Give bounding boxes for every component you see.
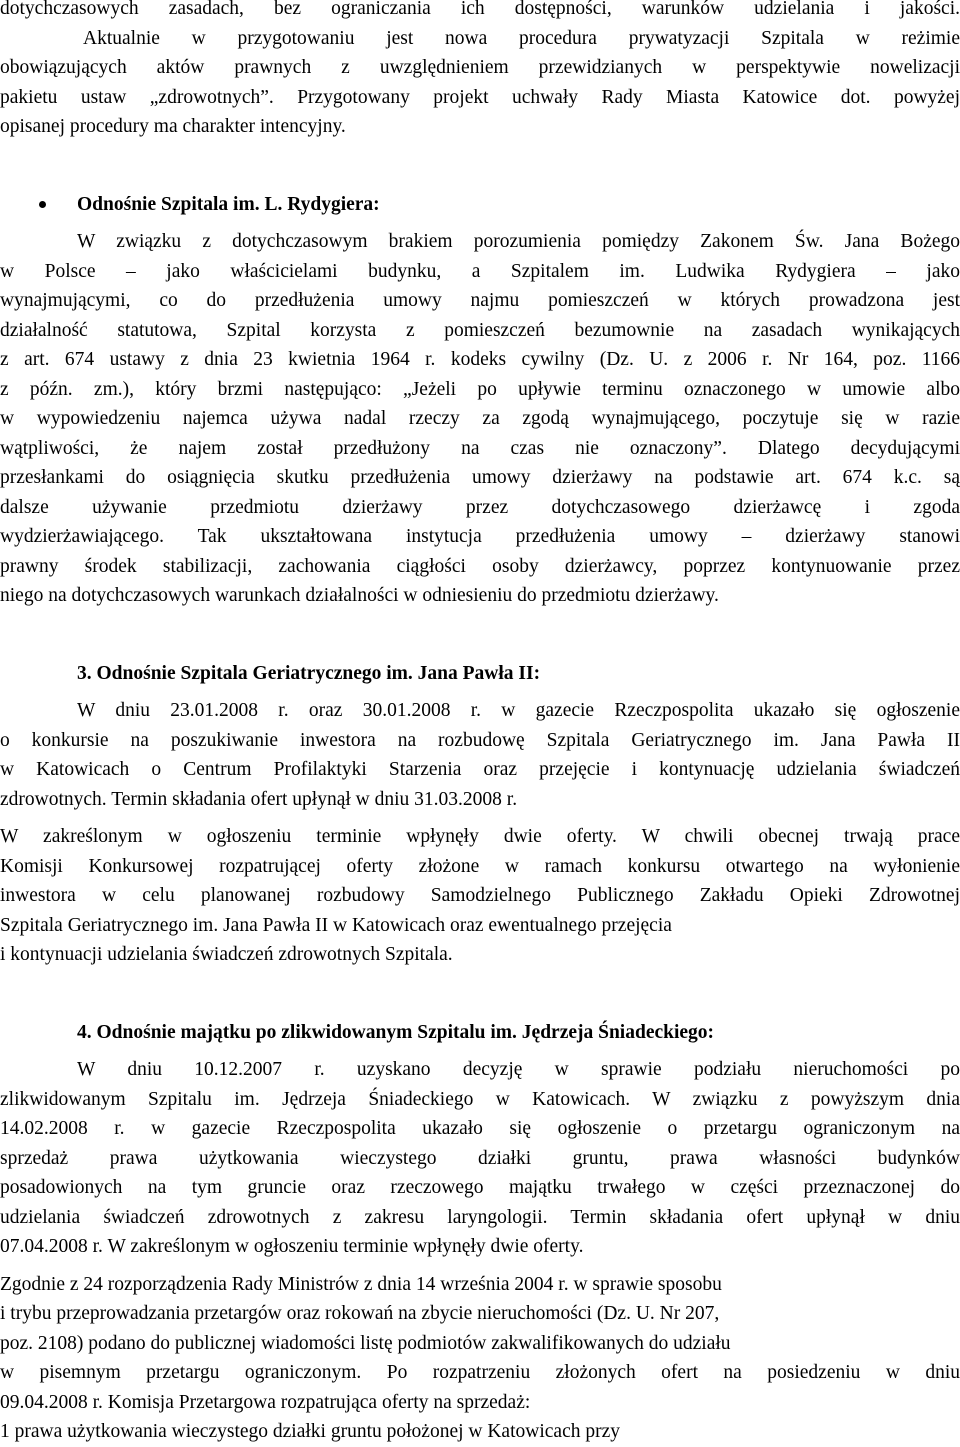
- geriatric-heading: 3. Odnośnie Szpitala Geriatrycznego im. Jana Pawła II:: [77, 662, 541, 684]
- intro-line-4: pakietu ustaw „zdrowotnych”. Przygotowany projekt uchwały Rady Miasta Katowice dot. powyżej: [0, 86, 960, 108]
- text-line: Zgodnie z 24 rozporządzenia Rady Ministrów z dnia 14 września 2004 r. w sprawie sposobu: [0, 1273, 722, 1295]
- text-line: 1 prawa użytkowania wieczystego działki gruntu położonej w Katowicach przy: [0, 1421, 620, 1442]
- text-line: wątpliwości, że najem został przedłużony na czas nie oznaczony”. Dlatego decydującymi: [0, 437, 960, 459]
- text-line: 14.02.2008 r. w gazecie Rzeczpospolita ukazało się ogłoszenie o przetargu ograniczonym na: [0, 1118, 960, 1139]
- sniadecki-paragraph-2: [0, 1270, 960, 1447]
- text-line: w Katowicach o Centrum Profilaktyki Starzenia oraz przejęcie i kontynuację udzielania świadczeń: [0, 759, 960, 780]
- text-line: sprzedaż prawa użytkowania wieczystego działki gruntu, prawa własności budynków: [0, 1147, 960, 1169]
- text-line: W związku z dotychczasowym brakiem porozumienia pomiędzy Zakonem Św. Jana Bożego: [77, 231, 960, 252]
- text-line: i kontynuacji udzielania świadczeń zdrowotnych Szpitala.: [0, 944, 453, 965]
- text-line: zdrowotnych. Termin składania ofert upłynął w dniu 31.03.2008 r.: [0, 788, 518, 810]
- rydygier-heading: Odnośnie Szpitala im. L. Rydygiera:: [77, 193, 380, 215]
- text-line: w pisemnym przetargu ograniczonym. Po rozpatrzeniu złożonych ofert na posiedzeniu w dniu: [0, 1362, 960, 1383]
- geriatric-paragraph-2: [0, 822, 960, 970]
- text-line: 07.04.2008 r. W zakreślonym w ogłoszeniu terminie wpłynęły dwie oferty.: [0, 1236, 584, 1257]
- sniadecki-paragraph-1: [0, 1055, 960, 1262]
- text-line: W dniu 23.01.2008 r. oraz 30.01.2008 r. w gazecie Rzeczpospolita ukazało się ogłoszenie: [77, 700, 960, 721]
- text-line: prawny środek stabilizacji, zachowania ciągłości osoby dzierżawcy, poprzez kontynuowanie przez: [0, 555, 960, 577]
- geriatric-paragraph-1: [0, 696, 960, 814]
- text-line: dalsze używanie przedmiotu dzierżawy przez dotychczasowego dzierżawcę i zgoda: [0, 496, 960, 518]
- intro-line-3: obowiązujących aktów prawnych z uwzględnieniem przewidzianych w perspektywie nowelizacji: [0, 57, 960, 78]
- text-line: z art. 674 ustawy z dnia 23 kwietnia 1964 r. kodeks cywilny (Dz. U. z 2006 r. Nr 164, poz. 1166: [0, 349, 960, 370]
- text-line: Szpitala Geriatrycznego im. Jana Pawła II w Katowicach oraz ewentualnego przejęcia: [0, 914, 672, 936]
- text-line: Komisji Konkursowej rozpatrującej oferty złożone w ramach konkursu otwartego na wyłonienie: [0, 855, 960, 877]
- rydygier-heading-row: [77, 190, 960, 220]
- text-line: poz. 2108) podano do publicznej wiadomości listę podmiotów zakwalifikowanych do udziału: [0, 1332, 731, 1354]
- intro-line-1: dotychczasowych zasadach, bez ograniczania ich dostępności, warunków udzielania i jakości.: [0, 0, 960, 19]
- text-line: przesłankami do osiągnięcia skutku przedłużenia umowy dzierżawy na podstawie art. 674 k.c. są: [0, 467, 960, 488]
- text-line: posadowionych na tym gruncie oraz rzeczowego majątku trwałego w części przeznaczonej do: [0, 1177, 960, 1198]
- text-line: niego na dotychczasowych warunkach działalności w odniesieniu do przedmiotu dzierżawy.: [0, 585, 719, 606]
- text-line: w wypowiedzeniu najemca używa nadal rzeczy za zgodą wynajmującego, poczytuje się w razie: [0, 408, 960, 429]
- text-line: inwestora w celu planowanej rozbudowy Samodzielnego Publicznego Zakładu Opieki Zdrowotnej: [0, 885, 960, 906]
- text-line: działalność statutowa, Szpital korzysta z pomieszczeń bezumownie na zasadach wynikających: [0, 319, 960, 341]
- sniadecki-heading: 4. Odnośnie majątku po zlikwidowanym Szpitalu im. Jędrzeja Śniadeckiego:: [77, 1021, 715, 1043]
- rydygier-paragraph: [0, 227, 960, 611]
- text-line: o konkursie na poszukiwanie inwestora na rozbudowę Szpitala Geriatrycznego im. Jana Pawła II: [0, 729, 960, 751]
- intro-line-2: Aktualnie w przygotowaniu jest nowa procedura prywatyzacji Szpitala w reżimie: [83, 27, 960, 49]
- text-line: w Polsce – jako właścicielami budynku, a Szpitalem im. Ludwika Rydygiera – jako: [0, 260, 960, 282]
- text-line: i trybu przeprowadzania przetargów oraz rokowań na zbycie nieruchomości (Dz. U. Nr 207,: [0, 1303, 720, 1324]
- text-line: wynajmującymi, co do przedłużenia umowy najmu pomieszczeń w których prowadzona jest: [0, 290, 960, 311]
- text-line: W dniu 10.12.2007 r. uzyskano decyzję w sprawie podziału nieruchomości po: [77, 1059, 960, 1080]
- text-line: wydzierżawiającego. Tak ukształtowana instytucja przedłużenia umowy – dzierżawy stanowi: [0, 526, 960, 547]
- text-line: udzielania świadczeń zdrowotnych z zakresu laryngologii. Termin składania ofert upłynął w dniu: [0, 1206, 960, 1228]
- text-line: 09.04.2008 r. Komisja Przetargowa rozpatrująca oferty na sprzedaż:: [0, 1391, 531, 1413]
- text-line: z późn. zm.), który brzmi następująco: „Jeżeli po upływie terminu oznaczonego w umowie albo: [0, 378, 960, 400]
- text-line: zlikwidowanym Szpitalu im. Jędrzeja Śniadeckiego w Katowicach. W związku z powyższym dnia: [0, 1088, 960, 1110]
- intro-line-5: opisanej procedury ma charakter intencyjny.: [0, 116, 346, 137]
- bullet-icon: [39, 201, 46, 208]
- text-line: W zakreślonym w ogłoszeniu terminie wpłynęły dwie oferty. W chwili obecnej trwają prace: [0, 826, 960, 847]
